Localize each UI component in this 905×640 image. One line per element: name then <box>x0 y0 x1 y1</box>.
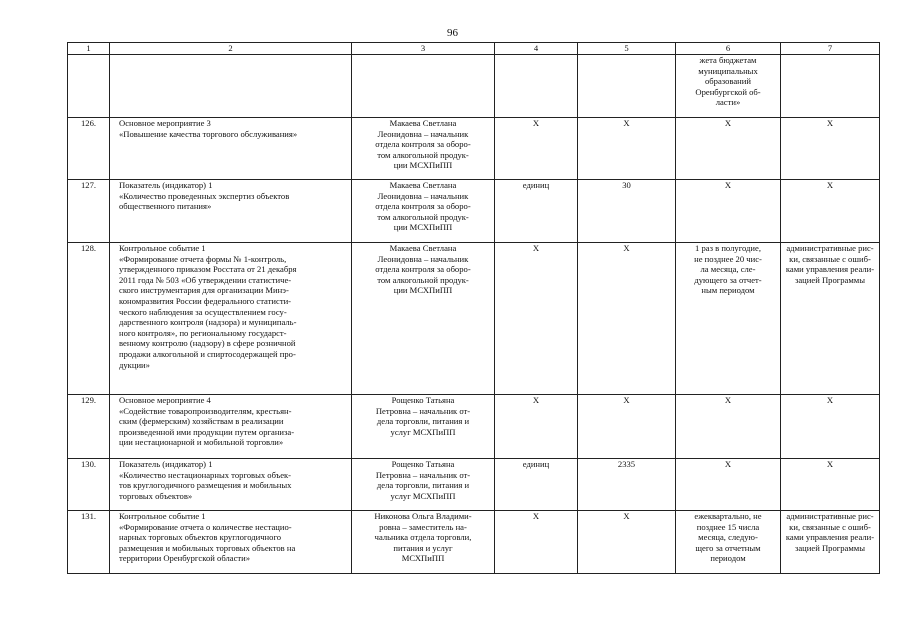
cell-value: Х <box>578 118 676 180</box>
header-cell: 1 <box>68 43 110 55</box>
cell-desc <box>110 243 352 395</box>
cell-desc <box>110 118 352 180</box>
cell-value <box>578 55 676 118</box>
row-title: Контрольное событие 1 <box>119 243 206 253</box>
cell-resp: Макаева Светлана Леонидовна – начальник отдела контроля за оборо- том алкогольной продук- ции МСХПиПП <box>352 118 495 180</box>
row-description: «Формирование отчета формы № 1-контроль, утвержденного приказом Росстата от 21 декабря 2011 года № 503 «Об утверждении статистиче- ского инструментария для организации Минэ- кономразвития России федерального статисти- ческого наблюдения за осуществлением госу- дарственного контроля (надзора) и муниципаль- ного контроля», по региональному государст- венному контролю (надзору) в сфере розничной продажи алкогольной и спиртосодержащей про- дукции» <box>119 253 297 370</box>
header-cell: 4 <box>495 43 578 55</box>
header-cell: 2 <box>110 43 352 55</box>
table-row <box>68 459 880 511</box>
row-title: Основное мероприятие 3 <box>119 118 211 128</box>
row-description: «Содействие товаропроизводителям, крестьян- ским (фермерским) хозяйствам в реализации произведенной ими продукции путем организа- ции нестационарной и мобильной торговли» <box>119 405 295 448</box>
table-row <box>68 511 880 574</box>
cell-risk: Х <box>781 180 880 243</box>
cell-num <box>68 55 110 118</box>
row-title: Показатель (индикатор) 1 <box>119 180 213 190</box>
cell-risk: административные рис- ки, связанные с ошиб- ками управления реали- зацией Программы <box>781 243 880 395</box>
cell-period: Х <box>676 395 781 459</box>
cell-resp: Макаева Светлана Леонидовна – начальник отдела контроля за оборо- том алкогольной продук- ции МСХПиПП <box>352 243 495 395</box>
row-title: Основное мероприятие 4 <box>119 395 211 405</box>
cell-value: 2335 <box>578 459 676 511</box>
cell-unit: единиц <box>495 459 578 511</box>
cell-num: 129. <box>68 395 110 459</box>
column-number-header <box>68 43 880 55</box>
cell-desc <box>110 55 352 118</box>
cell-risk: Х <box>781 459 880 511</box>
cell-resp: Никонова Ольга Владими- ровна – заместитель на- чальника отдела торговли, питания и услуг МСХПиПП <box>352 511 495 574</box>
table-row <box>68 118 880 180</box>
cell-resp: Макаева Светлана Леонидовна – начальник отдела контроля за оборо- том алкогольной продук- ции МСХПиПП <box>352 180 495 243</box>
cell-unit: Х <box>495 511 578 574</box>
cell-period: Х <box>676 180 781 243</box>
cell-num: 126. <box>68 118 110 180</box>
table-row <box>68 395 880 459</box>
table-row-continuation <box>68 55 880 118</box>
program-table <box>67 42 880 574</box>
cell-num: 130. <box>68 459 110 511</box>
row-description: «Количество проведенных экспертиз объектов общественного питания» <box>119 190 290 212</box>
cell-desc <box>110 395 352 459</box>
cell-resp: Рощенко Татьяна Петровна – начальник от- дела торговли, питания и услуг МСХПиПП <box>352 395 495 459</box>
table-row <box>68 180 880 243</box>
table-row <box>68 243 880 395</box>
cell-value: Х <box>578 511 676 574</box>
cell-value: Х <box>578 243 676 395</box>
cell-desc <box>110 459 352 511</box>
cell-value: 30 <box>578 180 676 243</box>
header-cell: 6 <box>676 43 781 55</box>
cell-risk: административные рис- ки, связанные с ошиб- ками управления реали- зацией Программы <box>781 511 880 574</box>
cell-period: Х <box>676 459 781 511</box>
cell-risk: Х <box>781 395 880 459</box>
cell-resp <box>352 55 495 118</box>
cell-period: жета бюджетам муниципальных образований Оренбургской об- ласти» <box>676 55 781 118</box>
row-description: «Повышение качества торгового обслуживания» <box>119 128 298 139</box>
cell-num: 127. <box>68 180 110 243</box>
cell-unit <box>495 55 578 118</box>
cell-unit: Х <box>495 395 578 459</box>
row-description: «Количество нестационарных торговых объек- тов круглогодичного размещения и мобильных торговых объектов» <box>119 469 292 501</box>
row-title: Контрольное событие 1 <box>119 511 206 521</box>
row-title: Показатель (индикатор) 1 <box>119 459 213 469</box>
row-description: «Формирование отчета о количестве нестацио- нарных торговых объектов круглогодичного размещения и мобильных торговых объектов на территории Оренбургской области» <box>119 521 296 564</box>
cell-unit: Х <box>495 118 578 180</box>
header-cell: 3 <box>352 43 495 55</box>
cell-resp: Рощенко Татьяна Петровна – начальник от- дела торговли, питания и услуг МСХПиПП <box>352 459 495 511</box>
cell-period: Х <box>676 118 781 180</box>
cell-desc <box>110 511 352 574</box>
cell-unit: единиц <box>495 180 578 243</box>
cell-risk: Х <box>781 118 880 180</box>
cell-num: 128. <box>68 243 110 395</box>
cell-value: Х <box>578 395 676 459</box>
cell-num: 131. <box>68 511 110 574</box>
cell-period: ежеквартально, не позднее 15 числа месяца, следую- щего за отчетным периодом <box>676 511 781 574</box>
cell-risk <box>781 55 880 118</box>
cell-desc <box>110 180 352 243</box>
cell-unit: Х <box>495 243 578 395</box>
cell-period: 1 раз в полугодие, не позднее 20 чис- ла месяца, сле- дующего за отчет- ным периодом <box>676 243 781 395</box>
header-cell: 5 <box>578 43 676 55</box>
header-cell: 7 <box>781 43 880 55</box>
page-number: 96 <box>447 27 458 39</box>
